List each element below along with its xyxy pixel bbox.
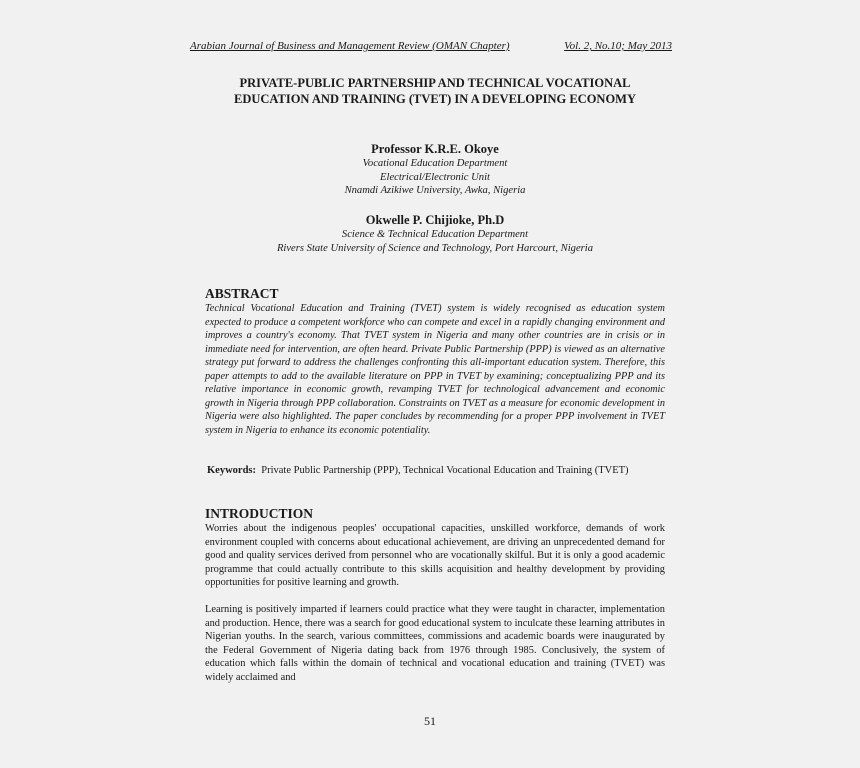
introduction-heading: INTRODUCTION: [205, 506, 314, 521]
author-affiliation-line: Science & Technical Education Department: [341, 229, 529, 240]
abstract-text: Technical Vocational Education and Training (TVET) system is widely recognised as education system expected to produce a competent workforce who can compete and excel in a rapidly changing environment and improves a country's economy. That TVET system in Nigeria and many other countries are in crisis or in immediate need for intervention, are often heard. Private Public Partnership (PPP) is viewed as an alternative strategy put forward to address the challenges confronting this all-important education system. Therefore, this paper attempts to add to the available literature on PPP in TVET by examining; conceptualizing PPP and its relative importance in economic growth, revamping TVET for technological advancement and economic growth in Nigeria through PPP collaboration. Constraints on TVET as a measure for economic development in Nigeria were also highlighted. The paper concludes by recommending for a proper PPP involvement in TVET system in Nigeria to enhance its economic potentiality.: [205, 303, 665, 436]
abstract-heading: ABSTRACT: [205, 286, 279, 301]
author-block-1: [150, 141, 720, 198]
keywords-label: Keywords:: [207, 465, 256, 476]
journal-name: Arabian Journal of Business and Management Review (OMAN Chapter): [190, 40, 510, 52]
author-block-2: [150, 212, 720, 255]
abstract-section: [205, 286, 665, 437]
issue-info: Vol. 2, No.10; May 2013: [564, 40, 672, 52]
keywords: [207, 464, 665, 478]
title-line: PRIVATE-PUBLIC PARTNERSHIP AND TECHNICAL VOCATIONAL: [239, 76, 631, 90]
author-affiliation-line: Rivers State University of Science and Technology, Port Harcourt, Nigeria: [276, 242, 594, 254]
paper-title: [150, 75, 720, 107]
author-affiliation-line: Vocational Education Department: [362, 158, 508, 169]
title-line: EDUCATION AND TRAINING (TVET) IN A DEVELOPING ECONOMY: [233, 92, 636, 106]
paragraph: Learning is positively imparted if learners could practice what they were taught in character, implementation and production. Hence, there was a search for good educational system to inculcate these learning attributes in Nigerian youths. In the search, various committees, commissions and academic boards were inaugurated by the Federal Government of Nigeria dating back from 1976 through 1985. Conclusively, the system of education which falls within the domain of technical and vocational education and training (TVET) was widely acclaimed and: [205, 604, 665, 683]
author-name: Professor K.R.E. Okoye: [371, 142, 499, 156]
keywords-text: Private Public Partnership (PPP), Technical Vocational Education and Training (TVET): [261, 465, 629, 476]
author-affiliation-line: Nnamdi Azikiwe University, Awka, Nigeria: [344, 185, 526, 196]
author-affiliation-line: Electrical/Electronic Unit: [380, 171, 490, 183]
running-header: [190, 40, 672, 52]
page-number: 51: [424, 714, 436, 728]
paragraph: Worries about the indigenous peoples' occupational capacities, unskilled workforce, demands of work environment coupled with concerns about educational achievement, are driving an unprecedented demand for good and quality services derived from personnel who are vocationally skilful. But it is only a good academic programme that could actually contribute to this skills acquisition and healthy development by providing opportunities for positive learning and growth.: [205, 523, 665, 589]
author-name: Okwelle P. Chijioke, Ph.D: [365, 213, 505, 227]
introduction-section: [205, 506, 665, 685]
